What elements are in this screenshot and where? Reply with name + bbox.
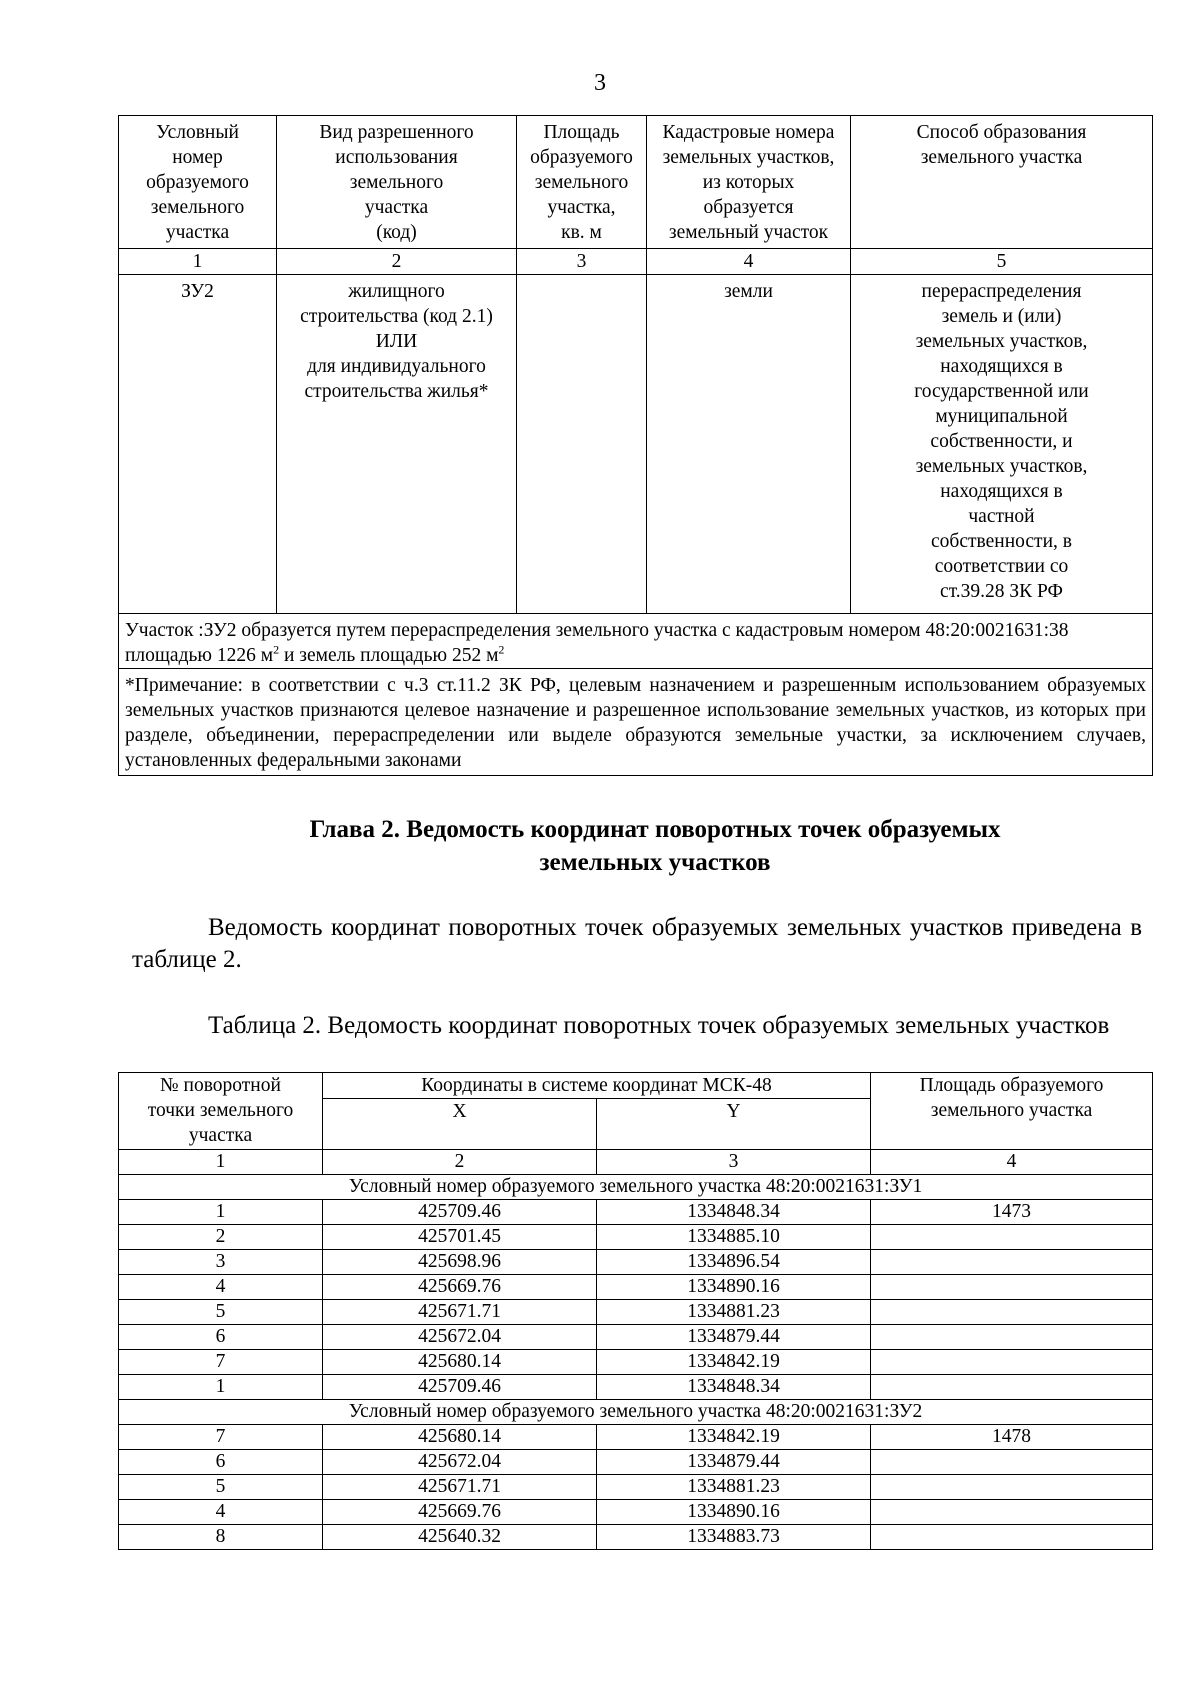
superscript: 2 xyxy=(273,642,280,657)
area-cell xyxy=(871,1225,1153,1250)
point-number-cell: 1 xyxy=(119,1200,323,1225)
header-line: образуемого xyxy=(530,147,633,168)
header-line: Вид разрешенного xyxy=(319,122,474,143)
table-row xyxy=(119,1250,1153,1275)
formation-note-row xyxy=(119,614,1153,669)
table-row xyxy=(119,1450,1153,1475)
x-coordinate-cell: 425672.04 xyxy=(323,1450,597,1475)
permitted-use-cell xyxy=(277,275,517,614)
header-line: Площадь образуемого xyxy=(919,1075,1104,1096)
header-area xyxy=(517,116,647,249)
heading-line: земельных участков xyxy=(539,849,771,876)
area-cell xyxy=(517,275,647,614)
col-number: 3 xyxy=(597,1150,871,1175)
header-line: кв. м xyxy=(561,222,602,243)
header-line: участка xyxy=(165,222,230,243)
header-line: земельного xyxy=(349,172,444,193)
x-coordinate-cell: 425701.45 xyxy=(323,1225,597,1250)
y-coordinate-cell: 1334848.34 xyxy=(597,1375,871,1400)
area-cell xyxy=(871,1275,1153,1300)
land-plot-table xyxy=(118,115,1153,776)
section-row xyxy=(119,1175,1153,1200)
x-coordinate-cell: 425671.71 xyxy=(323,1300,597,1325)
cell-line: собственности, в xyxy=(931,531,1072,552)
table-row xyxy=(119,1225,1153,1250)
cell-line: строительства жилья* xyxy=(304,381,489,402)
intro-paragraph: Ведомость координат поворотных точек образуемых земельных участков приведена в таблице 2. xyxy=(132,914,1142,973)
x-coordinate-cell: 425709.46 xyxy=(323,1200,597,1225)
header-line: образуемого xyxy=(146,172,249,193)
area-cell xyxy=(871,1325,1153,1350)
header-permitted-use xyxy=(277,116,517,249)
table-row xyxy=(119,1275,1153,1300)
header-line: точки земельного xyxy=(147,1100,294,1121)
col-number: 1 xyxy=(119,1150,323,1175)
header-coordinates: Координаты в системе координат МСК-48 xyxy=(323,1073,871,1099)
header-line: земельный участок xyxy=(668,222,829,243)
chapter-heading xyxy=(230,813,1080,879)
table-row xyxy=(119,1500,1153,1525)
footnote-row xyxy=(119,669,1153,776)
cell-line: жилищного xyxy=(348,281,445,302)
col-number: 4 xyxy=(647,249,851,275)
y-coordinate-cell: 1334890.16 xyxy=(597,1500,871,1525)
x-coordinate-cell: 425680.14 xyxy=(323,1350,597,1375)
point-number-cell: 3 xyxy=(119,1250,323,1275)
table-header-row xyxy=(119,1073,1153,1099)
y-coordinate-cell: 1334896.54 xyxy=(597,1250,871,1275)
cell-line: находящихся в xyxy=(940,356,1063,377)
point-number-cell: 2 xyxy=(119,1225,323,1250)
note-text: и земель площадью 252 м xyxy=(279,645,499,666)
header-line: Условный xyxy=(156,122,239,143)
y-coordinate-cell: 1334881.23 xyxy=(597,1300,871,1325)
header-line: Кадастровые номера xyxy=(662,122,835,143)
table-row xyxy=(119,1350,1153,1375)
cell-line: частной xyxy=(968,506,1035,527)
area-cell xyxy=(871,1525,1153,1550)
area-cell xyxy=(871,1500,1153,1525)
cadastral-cell: земли xyxy=(647,275,851,614)
header-y: Y xyxy=(597,1099,871,1150)
cell-line: для индивидуального xyxy=(307,356,486,377)
header-line: участка xyxy=(364,197,429,218)
x-coordinate-cell: 425680.14 xyxy=(323,1425,597,1450)
area-cell: 1478 xyxy=(871,1425,1153,1450)
cell-line: ст.39.28 ЗК РФ xyxy=(940,581,1063,602)
point-number-cell: 1 xyxy=(119,1375,323,1400)
page-number: 3 xyxy=(594,70,606,96)
header-line: земельного xyxy=(534,172,629,193)
header-line: участка, xyxy=(547,197,616,218)
table-header-row xyxy=(119,116,1153,249)
table-row xyxy=(119,1475,1153,1500)
table-row xyxy=(119,1300,1153,1325)
plot-number-cell: ЗУ2 xyxy=(119,275,277,614)
y-coordinate-cell: 1334848.34 xyxy=(597,1200,871,1225)
point-number-cell: 7 xyxy=(119,1425,323,1450)
cell-line: государственной или xyxy=(914,381,1089,402)
header-line: земельного xyxy=(150,197,245,218)
point-number-cell: 5 xyxy=(119,1300,323,1325)
cell-line: земель и (или) xyxy=(941,306,1062,327)
point-number-cell: 4 xyxy=(119,1275,323,1300)
column-numbers-row xyxy=(119,249,1153,275)
y-coordinate-cell: 1334842.19 xyxy=(597,1350,871,1375)
table-row xyxy=(119,275,1153,614)
y-coordinate-cell: 1334879.44 xyxy=(597,1450,871,1475)
header-line: из которых xyxy=(702,172,795,193)
y-coordinate-cell: 1334885.10 xyxy=(597,1225,871,1250)
section-row xyxy=(119,1400,1153,1425)
x-coordinate-cell: 425669.76 xyxy=(323,1500,597,1525)
y-coordinate-cell: 1334879.44 xyxy=(597,1325,871,1350)
col-number: 4 xyxy=(871,1150,1153,1175)
area-cell xyxy=(871,1450,1153,1475)
col-number: 3 xyxy=(517,249,647,275)
area-cell xyxy=(871,1375,1153,1400)
coordinates-table xyxy=(118,1072,1153,1550)
area-cell xyxy=(871,1250,1153,1275)
superscript: 2 xyxy=(498,642,505,657)
header-plot-area xyxy=(871,1073,1153,1150)
x-coordinate-cell: 425672.04 xyxy=(323,1325,597,1350)
table-row xyxy=(119,1200,1153,1225)
header-line: образуется xyxy=(703,197,794,218)
table-row xyxy=(119,1425,1153,1450)
table-row xyxy=(119,1325,1153,1350)
col-number: 1 xyxy=(119,249,277,275)
point-number-cell: 4 xyxy=(119,1500,323,1525)
formation-note xyxy=(119,614,1153,669)
col-number: 2 xyxy=(323,1150,597,1175)
area-cell xyxy=(871,1350,1153,1375)
header-line: Площадь xyxy=(543,122,620,143)
header-point-number xyxy=(119,1073,323,1150)
y-coordinate-cell: 1334883.73 xyxy=(597,1525,871,1550)
area-cell xyxy=(871,1300,1153,1325)
header-line: земельного участка xyxy=(930,1100,1093,1121)
area-cell xyxy=(871,1475,1153,1500)
point-number-cell: 5 xyxy=(119,1475,323,1500)
heading-line: Глава 2. Ведомость координат поворотных точек образуемых xyxy=(309,816,1001,843)
formation-method-cell xyxy=(851,275,1153,614)
header-line: использования xyxy=(335,147,458,168)
area-cell: 1473 xyxy=(871,1200,1153,1225)
header-line: № поворотной xyxy=(160,1075,281,1096)
section-title: Условный номер образуемого земельного участка 48:20:0021631:ЗУ1 xyxy=(119,1175,1153,1200)
note-text: Участок :ЗУ2 образуется путем перераспределения земельного участка с кадастровым номером 48:20:0021631:38 площадью 1226 м xyxy=(125,620,1069,666)
table-caption: Таблица 2. Ведомость координат поворотных точек образуемых земельных участков xyxy=(208,1012,1110,1039)
col-number: 2 xyxy=(277,249,517,275)
x-coordinate-cell: 425640.32 xyxy=(323,1525,597,1550)
x-coordinate-cell: 425709.46 xyxy=(323,1375,597,1400)
footnote: *Примечание: в соответствии с ч.3 ст.11.2 ЗК РФ, целевым назначением и разрешенным использованием образуемых земельных участков признаются целевое назначение и разрешенное использование земельных участков, из которых при разделе, объединении, перераспределении или выделе образуются земельные участки, за исключением случаев, установленных федеральными законами xyxy=(119,669,1153,776)
cell-line: земельных участков, xyxy=(915,331,1088,352)
section-title: Условный номер образуемого земельного участка 48:20:0021631:ЗУ2 xyxy=(119,1400,1153,1425)
column-numbers-row xyxy=(119,1150,1153,1175)
x-coordinate-cell: 425671.71 xyxy=(323,1475,597,1500)
point-number-cell: 6 xyxy=(119,1325,323,1350)
header-line: земельных участков, xyxy=(662,147,835,168)
header-line: (код) xyxy=(376,222,417,243)
cell-line: муниципальной xyxy=(935,406,1068,427)
point-number-cell: 7 xyxy=(119,1350,323,1375)
header-line: номер xyxy=(172,147,223,168)
cell-line: находящихся в xyxy=(940,481,1063,502)
cell-line: строительства (код 2.1) xyxy=(300,306,493,327)
point-number-cell: 6 xyxy=(119,1450,323,1475)
x-coordinate-cell: 425698.96 xyxy=(323,1250,597,1275)
col-number: 5 xyxy=(851,249,1153,275)
table-row xyxy=(119,1375,1153,1400)
header-formation-method xyxy=(851,116,1153,249)
y-coordinate-cell: 1334881.23 xyxy=(597,1475,871,1500)
header-line: земельного участка xyxy=(920,147,1083,168)
y-coordinate-cell: 1334842.19 xyxy=(597,1425,871,1450)
header-line: участка xyxy=(188,1125,253,1146)
cell-line: перераспределения xyxy=(921,281,1082,302)
table-row xyxy=(119,1525,1153,1550)
point-number-cell: 8 xyxy=(119,1525,323,1550)
cell-line: ИЛИ xyxy=(375,331,418,352)
header-cadastral-numbers xyxy=(647,116,851,249)
header-plot-number xyxy=(119,116,277,249)
cell-line: земельных участков, xyxy=(915,456,1088,477)
header-line: Способ образования xyxy=(916,122,1087,143)
y-coordinate-cell: 1334890.16 xyxy=(597,1275,871,1300)
cell-line: соответствии со xyxy=(934,556,1069,577)
header-x: X xyxy=(323,1099,597,1150)
x-coordinate-cell: 425669.76 xyxy=(323,1275,597,1300)
cell-line: собственности, и xyxy=(930,431,1073,452)
